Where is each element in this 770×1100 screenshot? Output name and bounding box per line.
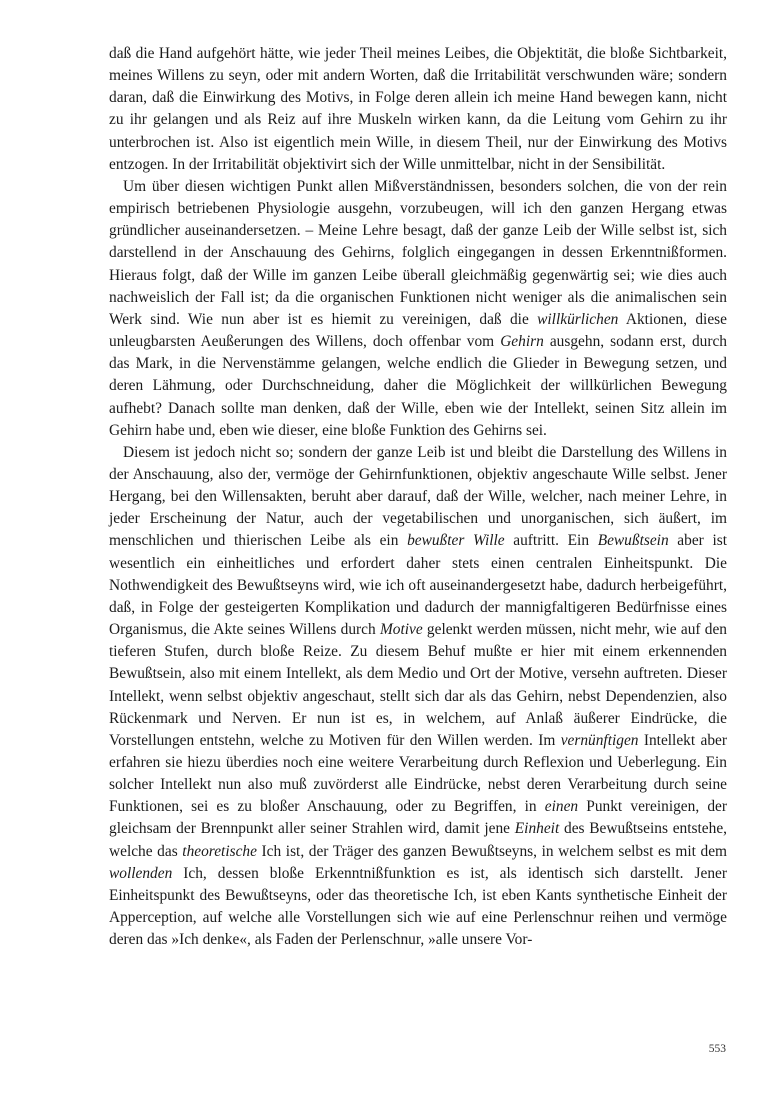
text-run: Aktionen, diese unleugbarsten Aeußerungen des Willens, doch offenbar vom <box>109 310 727 351</box>
page-number: 553 <box>708 1043 726 1055</box>
text-run: daß die Hand aufgehört hätte, wie jeder Theil meines Leibes, die Objektität, die bloße Sichtbarkeit, meines Willens zu seyn, oder mit andern Worten, daß die Irritabilität verschwunden wäre; sondern daran, daß die Einwirkung des Motivs, in Folge deren allein ich meine Hand bewegen kann, nicht zu ihr gelangen und als Reiz auf ihre Muskeln wirken kann, da die Leitung vom Gehirn zu ihr unterbrochen ist. Also ist eigentlich mein Wille, in diesem Theil, nur der Einwirkung des Motivs entzogen. In der Irritabilität objektivirt sich der Wille unmittelbar, nicht in der Sensibilität. <box>109 45 727 173</box>
paragraph-3 <box>109 442 727 952</box>
emphasis-text: vernünftigen <box>560 731 639 749</box>
text-run: gelenkt werden müssen, nicht mehr, wie auf den tieferen Stufen, durch bloße Reize. Zu diesem Behuf mußte er hier mit einem erkennenden Bewußtsein, also mit einem Intellekt, als dem Medio und Ort der Motive, versehn auftreten. Dieser Intellekt, wenn selbst objektiv angeschaut, stellt sich dar als das Gehirn, nebst Dependenzien, also Rückenmark und Nerven. Er nun ist es, in welchem, auf Anlaß äußerer Eindrücke, die Vorstellungen entstehn, welche zu Motiven für den Willen werden. Im <box>109 621 727 749</box>
text-run: Um über diesen wichtigen Punkt allen Mißverständnissen, besonders solchen, die von der rein empirisch betriebenen Physiologie ausgehn, vorzubeugen, will ich den ganzen Hergang etwas gründlicher auseinandersetzen. – Meine Lehre besagt, daß der ganze Leib der Wille selbst ist, sich darstellend in der Anschauung des Gehirns, folglich eingegangen in dessen Erkenntnißformen. Hieraus folgt, daß der Wille im ganzen Leibe überall gleichmäßig gegenwärtig sei; wie dies auch nachweislich der Fall ist; da die organischen Funktionen nicht weniger als die animalischen sein Werk sind. Wie nun aber ist es hiemit zu vereinigen, daß die <box>109 177 727 328</box>
text-run: Diesem ist jedoch nicht so; sondern der ganze Leib ist und bleibt die Darstellung des Willens in der Anschauung, also der, vermöge der Gehirnfunktionen, objektiv angeschaute Wille selbst. Jener Hergang, bei den Willensakten, beruht aber darauf, daß der Wille, welcher, nach meiner Lehre, in jeder Erscheinung der Natur, auch der vegetabilischen und unorganischen, sich äußert, im menschlichen und thierischen Leibe als ein <box>109 443 727 550</box>
text-run: des Bewußtseins entstehe, welche das <box>109 820 727 860</box>
text-run: Punkt vereinigen, der gleichsam der Brennpunkt aller seiner Strahlen wird, damit jene <box>109 798 727 838</box>
emphasis-text: Motive <box>379 621 423 639</box>
emphasis-text: bewußter Wille <box>407 532 505 550</box>
text-run: Intellekt aber erfahren sie hiezu überdies noch eine weitere Verarbeitung durch Reflexion und Ueberlegung. Ein solcher Intellekt nun also muß zuvörderst alle Eindrücke, nebst deren Verarbeitung durch seine Funktionen, sei es zu bloßer Anschauung, oder zu Begriffen, in <box>109 731 727 816</box>
text-run: ausgehn, sodann erst, durch das Mark, in die Nervenstämme gelangen, welche endlich die Glieder in Bewegung setzen, und deren Lähmung, oder Durchschneidung, daher die Möglichkeit der willkürlichen Bewegung aufhebt? Danach sollte man denken, daß der Wille, eben wie der Intellekt, seinen Sitz allein im Gehirn habe und, eben wie dieser, eine bloße Funktion des Gehirns sei. <box>109 333 727 439</box>
text-run: Ich ist, der Träger des ganzen Bewußtseyns, in welchem selbst es mit dem <box>256 842 728 860</box>
emphasis-text: willkürlichen <box>537 310 619 328</box>
emphasis-text: Bewußtsein <box>597 532 669 550</box>
page-body <box>109 43 727 951</box>
emphasis-text: Einheit <box>514 820 560 838</box>
paragraph-1 <box>109 43 727 176</box>
paragraph-2 <box>109 176 727 442</box>
text-run: Ich, dessen bloße Erkenntnißfunktion es ist, als identisch sich darstellt. Jener Einheitspunkt des Bewußtseyns, oder das theoretische Ich, ist eben Kants synthetische Einheit der Apperception, auf welche alle Vorstellungen sich wie auf eine Perlenschnur reihen und vermöge deren das »Ich denke«, als Faden der Perlenschnur, »alle unsere Vor- <box>109 864 727 949</box>
emphasis-text: einen <box>544 798 579 816</box>
emphasis-text: wollenden <box>109 864 173 882</box>
text-run: auftritt. Ein <box>504 532 598 550</box>
emphasis-text: Gehirn <box>500 333 544 351</box>
text-run: aber ist wesentlich ein einheitliches und erfordert daher stets einen centralen Einheitspunkt. Die Nothwendigkeit des Bewußtseyns wird, wie ich oft auseinandergesetzt habe, dadurch herbeigeführt, daß, in Folge der gesteigerten Komplikation und dadurch der mannigfaltigeren Bedürfnisse eines Organismus, die Akte seines Willens durch <box>109 532 727 639</box>
emphasis-text: theoretische <box>182 842 257 860</box>
